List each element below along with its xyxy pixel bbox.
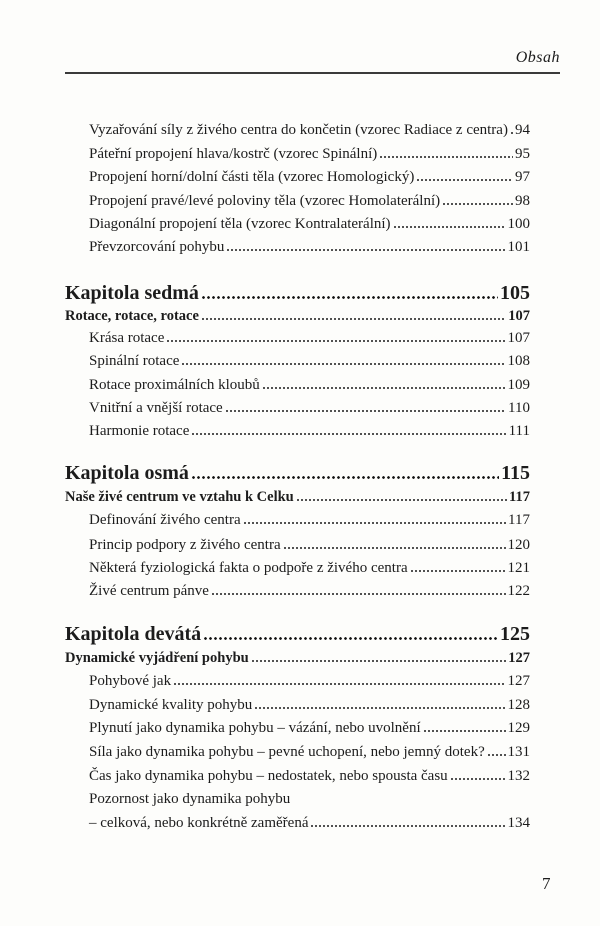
toc-entry [89,742,530,762]
dot-leader [226,248,505,252]
entry-title: Vyzařování síly z živého centra do končetin (vzorec Radiace z centra) [89,122,508,138]
dot-leader [211,592,506,596]
dot-leader [283,546,506,550]
entry-title: – celková, nebo konkrétně zaměřená [89,815,309,831]
entry-page-number: 125 [500,623,530,645]
toc-entry-line1: Pozornost jako dynamika pohybu [89,791,291,807]
toc-entry [89,375,530,395]
entry-title: Propojení pravé/levé poloviny těla (vzorec Homolaterální) [89,193,441,209]
dot-leader [166,339,505,343]
toc-entry [89,510,530,530]
toc-entry [89,237,530,257]
entry-title: Princip podpory z živého centra [89,537,281,553]
entry-title: Dynamické vyjádření pohybu [65,650,249,666]
toc-entry [89,581,530,601]
dot-leader [181,362,505,366]
entry-title: Kapitola osmá [65,462,189,484]
entry-page-number: 94 [515,122,530,138]
entry-title: Síla jako dynamika pohybu – pevné uchopení, nebo jemný dotek? [89,744,485,760]
toc-entry [89,671,530,691]
entry-title: Kapitola sedmá [65,282,199,304]
entry-title: Některá fyziologická fakta o podpoře z živého centra [89,560,408,576]
entry-title: Definování živého centra [89,512,241,528]
running-header: Obsah [515,49,560,66]
entry-title: Dynamické kvality pohybu [89,697,253,713]
dot-leader [410,569,506,573]
entry-title: Vnitřní a vnější rotace [89,400,223,416]
entry-page-number: 132 [507,768,530,784]
toc-entry [89,191,530,211]
dot-leader [251,659,507,663]
entry-page-number: 122 [507,583,530,599]
entry-page-number: 97 [515,169,530,185]
entry-page-number: 127 [507,673,530,689]
entry-page-number: 109 [507,377,530,393]
entry-page-number: 95 [515,146,530,162]
entry-page-number: 110 [508,400,530,416]
entry-title: Krása rotace [89,330,165,346]
dot-leader [191,475,499,480]
dot-leader [442,202,513,206]
entry-page-number: 115 [501,462,530,484]
entry-page-number: 105 [500,282,530,304]
entry-title: Spinální rotace [89,353,180,369]
entry-title: Harmonie rotace [89,423,190,439]
entry-page-number: 98 [515,193,530,209]
toc-entry [89,144,530,164]
entry-page-number: 121 [507,560,530,576]
dot-leader [310,824,505,828]
toc-entry [89,421,530,441]
entry-page-number: 108 [507,353,530,369]
entry-title: Čas jako dynamika pohybu – nedostatek, nebo spousta času [89,768,448,784]
dot-leader [262,386,506,390]
toc-entry [89,351,530,371]
entry-page-number: 117 [509,489,530,505]
toc-entry [89,120,530,140]
entry-page-number: 129 [507,720,530,736]
entry-title: Kapitola devátá [65,623,202,645]
dot-leader [201,317,506,321]
entry-page-number: 100 [507,216,530,232]
section-heading [65,487,530,507]
page-number: 7 [542,874,551,893]
toc-entry [89,813,530,833]
toc-entry [89,167,530,187]
entry-page-number: 107 [507,330,530,346]
toc-entry [89,718,530,738]
dot-leader [379,155,513,159]
section-heading [65,306,530,326]
entry-title: Páteřní propojení hlava/kostrč (vzorec Spinální) [89,146,378,162]
dot-leader [203,636,498,641]
entry-page-number: 134 [507,815,530,831]
dot-leader [510,131,513,135]
toc-entry [89,535,530,555]
entry-title: Plynutí jako dynamika pohybu – vázání, nebo uvolnění [89,720,421,736]
entry-title: Živé centrum pánve [89,583,209,599]
entry-title: Diagonální propojení těla (vzorec Kontralaterální) [89,216,391,232]
dot-leader [423,729,506,733]
chapter-heading [65,460,530,486]
toc-entry [89,695,530,715]
dot-leader [450,777,506,781]
entry-page-number: 128 [507,697,530,713]
toc-entry [89,766,530,786]
header-rule [65,72,560,74]
toc-entry [89,214,530,234]
dot-leader [173,682,505,686]
dot-leader [487,753,506,757]
entry-page-number: 127 [508,650,530,666]
dot-leader [243,521,506,525]
toc-entry [89,328,530,348]
chapter-heading [65,280,530,306]
dot-leader [416,178,513,182]
entry-page-number: 101 [507,239,530,255]
entry-title: Naše živé centrum ve vztahu k Celku [65,489,294,505]
section-heading [65,648,530,668]
dot-leader [393,225,506,229]
toc-entry [89,558,530,578]
entry-page-number: 107 [508,308,530,324]
entry-page-number: 131 [507,744,530,760]
chapter-heading [65,621,530,647]
dot-leader [201,295,498,300]
entry-title: Převzorcování pohybu [89,239,225,255]
dot-leader [254,706,505,710]
entry-title: Pohybové jak [89,673,172,689]
dot-leader [296,498,507,502]
dot-leader [191,432,506,436]
entry-title: Propojení horní/dolní části těla (vzorec Homologický) [89,169,415,185]
entry-page-number: 111 [508,423,530,439]
entry-page-number: 117 [508,512,530,528]
toc-entry [89,398,530,418]
entry-page-number: 120 [507,537,530,553]
dot-leader [225,409,506,413]
entry-title: Rotace, rotace, rotace [65,308,199,324]
entry-title: Rotace proximálních kloubů [89,377,260,393]
